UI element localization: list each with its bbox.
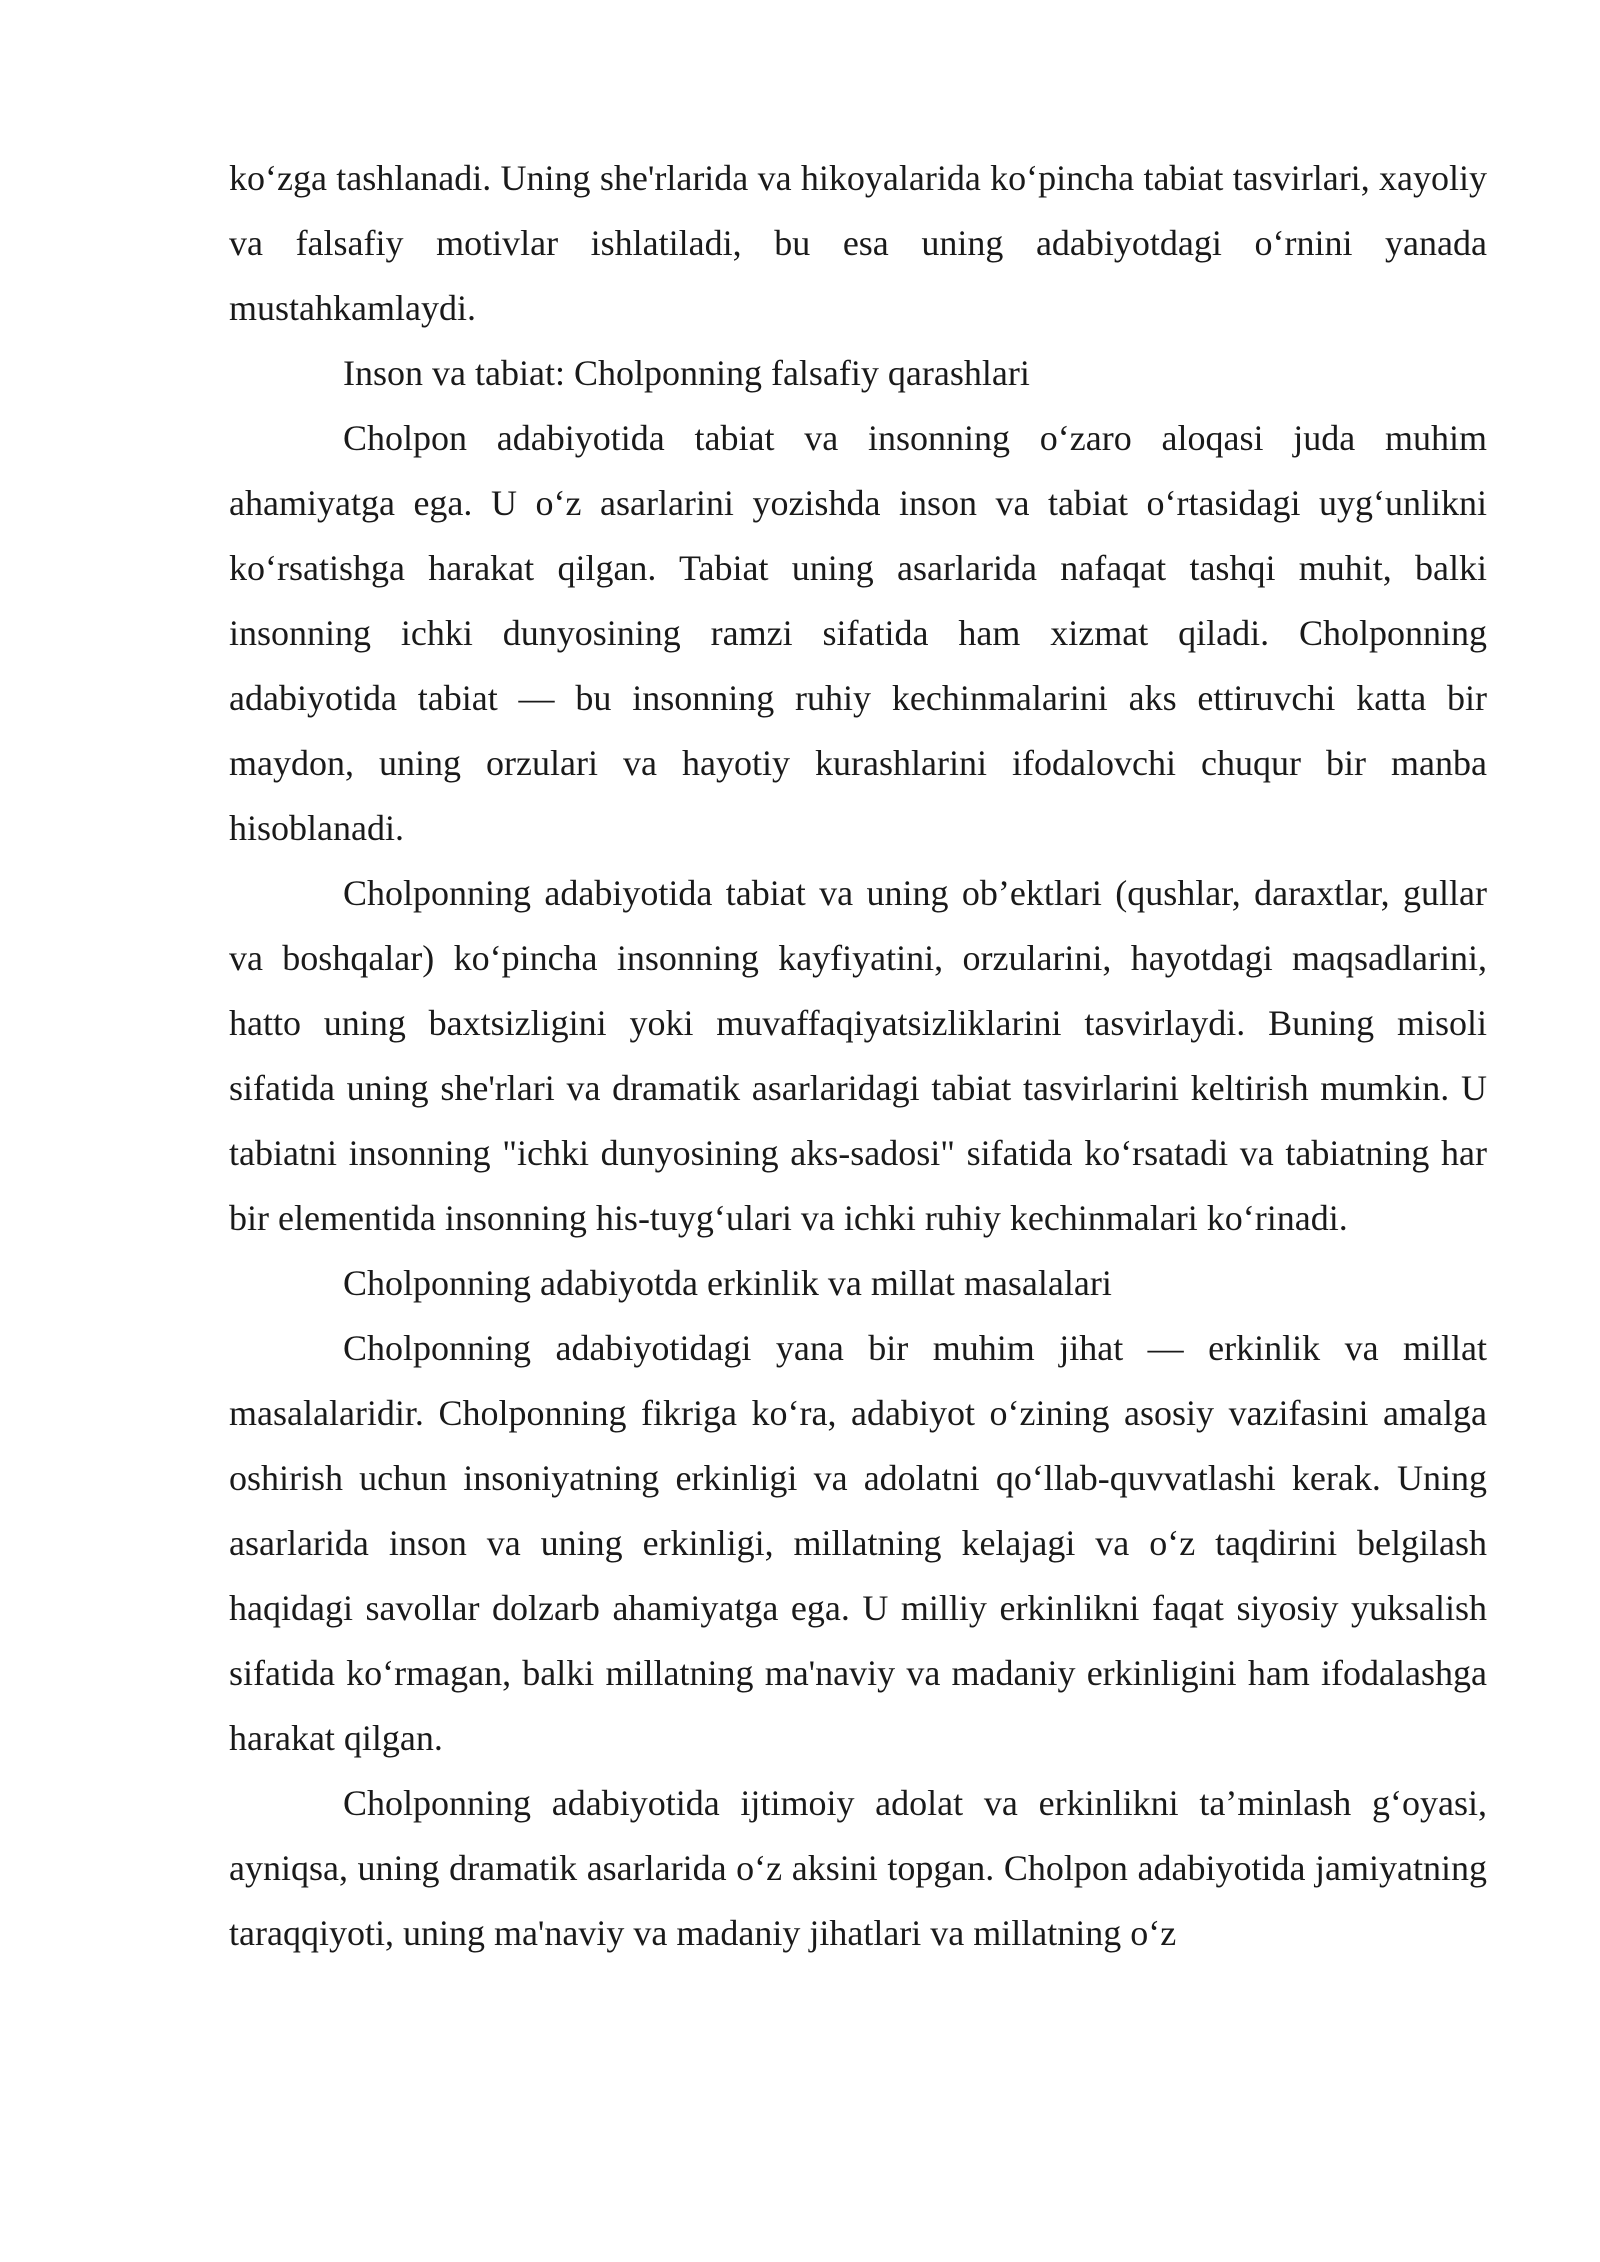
continuation-paragraph: ko‘zga tashlanadi. Uning she'rlarida va hikoyalarida ko‘pincha tabiat tasvirlari, xayoliy va falsafiy motivlar ishlatiladi, bu esa uning adabiyotdagi o‘rnini yanada mustahkamlaydi. — [229, 158, 1487, 328]
body-paragraph: Cholponning adabiyotidagi yana bir muhim jihat — erkinlik va millat masalalaridir. Cholponning fikriga ko‘ra, adabiyot o‘zining asosiy vazifasini amalga oshirish uchun insoniyatning erkinligi va adolatni qo‘llab-quvvatlashi kerak. Uning asarlarida inson va uning erkinligi, millatning kelajagi va o‘z taqdirini belgilash haqidagi savollar dolzarb ahamiyatga ega. U milliy erkinlikni faqat siyosiy yuksalish sifatida ko‘rmagan, balki millatning ma'naviy va madaniy erkinligini ham ifodalashga harakat qilgan. — [229, 1328, 1487, 1758]
section-heading-erkinlik-va-millat: Cholponning adabiyotda erkinlik va millat masalalari — [343, 1263, 1112, 1303]
body-paragraph: Cholponning adabiyotida ijtimoiy adolat va erkinlikni ta’minlash g‘oyasi, ayniqsa, uning dramatik asarlarida o‘z aksini topgan. Cholpon adabiyotida jamiyatning taraqqiyoti, uning ma'naviy va madaniy jihatlari va millatning o‘z — [229, 1783, 1487, 1953]
document-body — [229, 146, 1487, 1966]
section-heading-inson-va-tabiat: Inson va tabiat: Cholponning falsafiy qarashlari — [343, 353, 1030, 393]
body-paragraph: Cholponning adabiyotida tabiat va uning ob’ektlari (qushlar, daraxtlar, gullar va boshqalar) ko‘pincha insonning kayfiyatini, orzularini, hayotdagi maqsadlarini, hatto uning baxtsizligini yoki muvaffaqiyatsizliklarini tasvirlaydi. Buning misoli sifatida uning she'rlari va dramatik asarlaridagi tabiat tasvirlarini keltirish mumkin. U tabiatni insonning "ichki dunyosining aks-sadosi" sifatida ko‘rsatadi va tabiatning har bir elementida insonning his-tuyg‘ulari va ichki ruhiy kechinmalari ko‘rinadi. — [229, 873, 1487, 1238]
body-paragraph: Cholpon adabiyotida tabiat va insonning o‘zaro aloqasi juda muhim ahamiyatga ega. U o‘z asarlarini yozishda inson va tabiat o‘rtasidagi uyg‘unlikni ko‘rsatishga harakat qilgan. Tabiat uning asarlarida nafaqat tashqi muhit, balki insonning ichki dunyosining ramzi sifatida ham xizmat qiladi. Cholponning adabiyotida tabiat — bu insonning ruhiy kechinmalarini aks ettiruvchi katta bir maydon, uning orzulari va hayotiy kurashlarini ifodalovchi chuqur bir manba hisoblanadi. — [229, 418, 1487, 848]
